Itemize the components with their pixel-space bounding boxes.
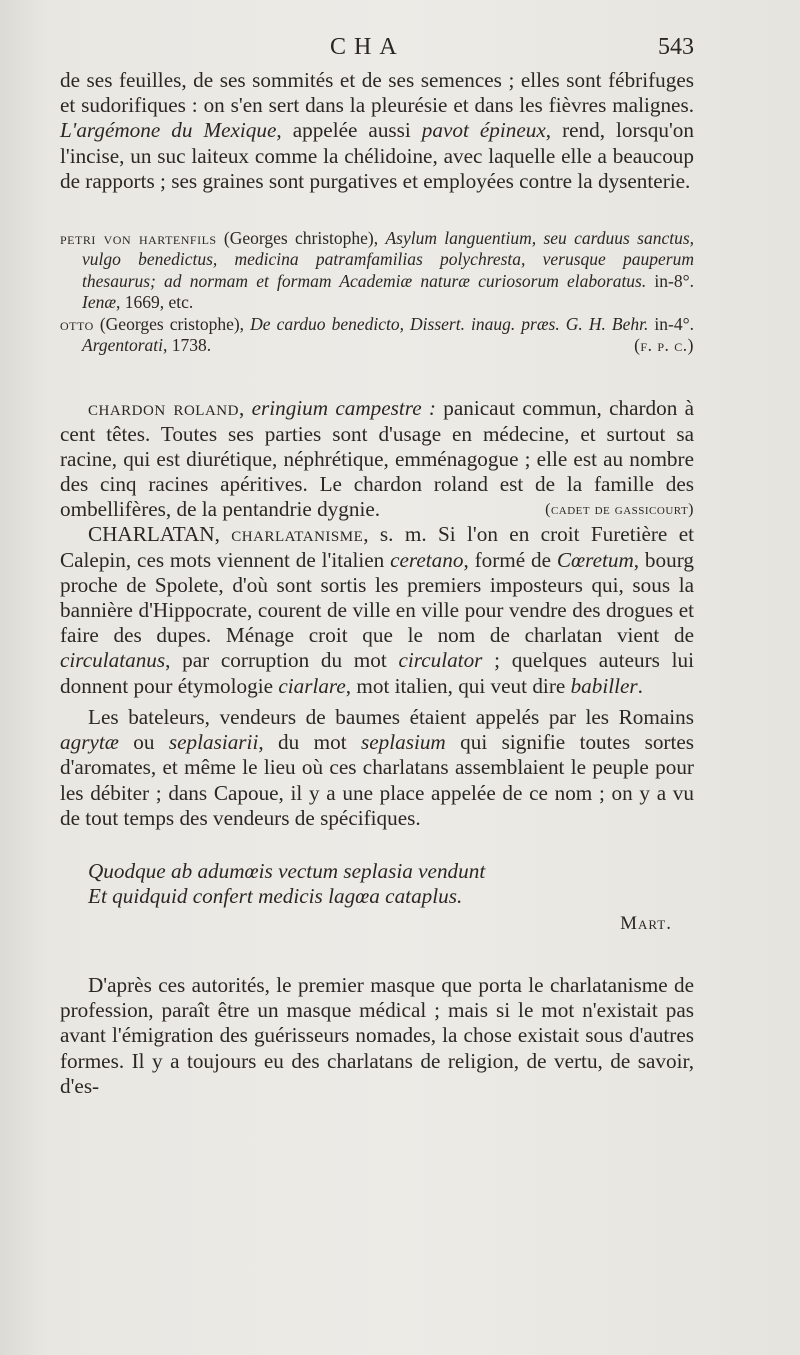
verse-line: Quodque ab adumœis vectum seplasia vendunt: [88, 858, 486, 883]
page-number: 543: [658, 34, 694, 60]
bateleurs-paragraph: Les bateleurs, vendeurs de baumes étaient appelés par les Romains agrytæ ou seplasiarii, du mot seplasium qui signifie toutes sortes d'aromates, et même le lieu où ces charlatans assemblaient le peuple pour les débiter ; dans Capoue, il y a une place appelée de ce nom ; on y a vu de tout temps des vendeurs de spécifiques.: [60, 704, 695, 830]
biblio-author: otto: [60, 313, 94, 334]
bibliography-entry: otto (Georges cristophe), De carduo benedicto, Dissert. inaug. præs. G. H. Behr. in-4°. Argentorati, 1738. (f. p. c.): [60, 313, 694, 356]
argemone-paragraph: de ses feuilles, de ses sommités et de ses semences ; elles sont fébrifuges et sudorifiques : on s'en sert dans la pleurésie et dans les fièvres malignes. L'argémone du Mexique, appelée aussi pavot épineux, rend, lorsqu'on l'incise, un suc laiteux comme la chélidoine, avec laquelle elle a beaucoup de rapports ; ses graines sont purgatives et employées contre la dysenterie.: [60, 68, 694, 193]
bibliography: [60, 228, 694, 356]
author-signature: (f. p. c.): [634, 335, 694, 356]
verse-attribution: Mart.: [620, 912, 672, 934]
verse-quotation: [88, 859, 694, 909]
charlatan-entry: CHARLATAN, charlatanisme, s. m. Si l'on en croit Furetière et Calepin, ces mots viennent de l'italien ceretano, formé de Cœretum, bourg proche de Spolete, d'où sont sortis les premiers imposteurs qui, sous la bannière d'Hippocrate, courent de ville en ville pour vendre des drogues et faire des dupes. Ménage croit que le nom de charlatan vient de circulatanus, par corruption du mot circulator ; quelques auteurs lui donnent pour étymologie ciarlare, mot italien, qui veut dire babiller.: [60, 522, 694, 698]
biblio-author: petri von hartenfils: [60, 228, 217, 249]
entry-headword: chardon roland: [88, 396, 239, 421]
author-signature: (cadet de gassicourt): [545, 501, 694, 519]
page-body: [60, 68, 694, 1099]
bibliography-entry: petri von hartenfils (Georges christophe), Asylum languentium, seu carduus sanctus, vulgo benedictus, medicina patramfamilias polychresta, verusque pauperum thesaurus; ad normam et formam Academiæ naturæ curiosorum elaboratus. in-8°. Ienæ, 1669, etc.: [60, 228, 695, 313]
closing-paragraph: D'après ces autorités, le premier masque que porta le charlatanisme de profession, paraît être un masque médical ; mais si le mot n'existait pas avant l'émigration des guérisseurs nomades, la chose existait sous d'autres formes. Il y a toujours eu des charlatans de religion, de vertu, de savoir, d'es-: [60, 972, 694, 1098]
running-head: CHA: [330, 34, 405, 60]
entry-headword: CHARLATAN: [88, 522, 215, 547]
chardon-roland-entry: chardon roland, eringium campestre : panicaut commun, chardon à cent têtes. Toutes ses parties sont d'usage en médecine, et surtout sa racine, qui est diurétique, néphrétique, emménagogue ; elle est au nombre des cinq racines apéritives. Le chardon roland est de la famille des ombellifères, de la pentandrie dygnie. (cadet de gassicourt): [60, 396, 695, 522]
page-header: [0, 30, 800, 70]
verse-line: Et quidquid confert medicis lagœa cataplus.: [88, 883, 463, 908]
